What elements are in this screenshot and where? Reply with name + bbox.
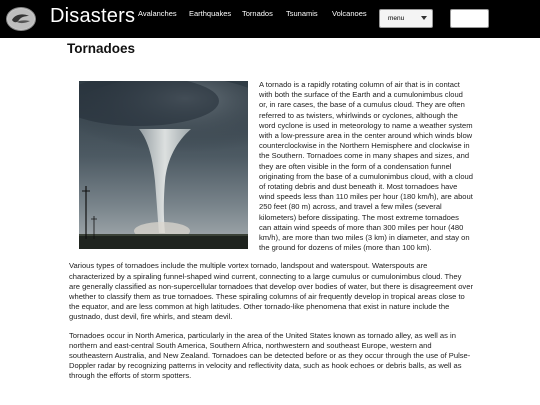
nav-link-tsunamis[interactable]: Tsunamis — [286, 9, 318, 18]
nav-link-volcanoes[interactable]: Volcanoes — [332, 9, 367, 18]
nav-link-earthquakes[interactable]: Earthquakes — [189, 9, 232, 18]
paragraph-types: Various types of tornadoes include the multiple vortex tornado, landspout and waterspout. Waterspouts are characterized by a spiraling funnel-shaped wind current, connecting to a large cumulus or cumulonimbus cloud. They are generally classified as non-supercellular tornadoes that develop over bodies of water, but there is disagreement over whether to classify them as true tornadoes. These spiraling columns of air frequently develop in tropical areas close to the equator, and are less common at high latitudes. Other tornado-like phenomena that exist in nature include the gustnado, dust devil, fire whirls, and steam devil. — [69, 261, 473, 322]
menu-dropdown[interactable] — [379, 9, 433, 28]
search-input[interactable] — [450, 9, 489, 28]
chevron-down-icon — [421, 16, 427, 20]
nav-link-tornados[interactable]: Tornados — [242, 9, 273, 18]
paragraph-intro: A tornado is a rapidly rotating column of air that is in contact with both the surface of the Earth and a cumulonimbus cloud or, in rare cases, the base of a cumulus cloud. They are often referred to as twisters, whirlwinds or cyclones, although the word cyclone is used in meteorology to name a weather system with a low-pressure area in the center around which winds blow counterclockwise in the Northern Hemisphere and clockwise in the Southern. Tornadoes come in many shapes and sizes, and they are often visible in the form of a condensation funnel originating from the base of a cumulonimbus cloud, with a cloud of rotating debris and dust beneath it. Most tornadoes have wind speeds less than 110 miles per hour (180 km/h), are about 250 feet (80 m) across, and travel a few miles (several kilometers) before dissipating. The most extreme tornadoes can attain wind speeds of more than 300 miles per hour (480 km/h), are more than two miles (3 km) in diameter, and stay on the ground for dozens of miles (more than 100 km). — [259, 80, 474, 253]
page-title: Tornadoes — [67, 41, 136, 56]
logo-icon[interactable] — [6, 7, 36, 31]
paragraph-occurrence: Tornadoes occur in North America, particularly in the area of the United States known as tornado alley, as well as in northern and east-central South America, Southern Africa, northwestern and southeast Europe, western and southeastern Australia, and New Zealand. Tornadoes can be detected before or as they occur through the use of Pulse-Doppler radar by recognizing patterns in velocity and reflectivity data, such as hook echoes or debris balls, as well as through the efforts of storm spotters. — [69, 330, 471, 381]
menu-dropdown-label: menu — [388, 15, 405, 22]
nav-link-avalanches[interactable]: Avalanches — [138, 9, 177, 18]
image-spacer — [69, 80, 259, 252]
top-navigation-bar — [0, 0, 540, 38]
site-title[interactable]: Disasters — [50, 5, 136, 27]
article-body — [69, 80, 473, 390]
